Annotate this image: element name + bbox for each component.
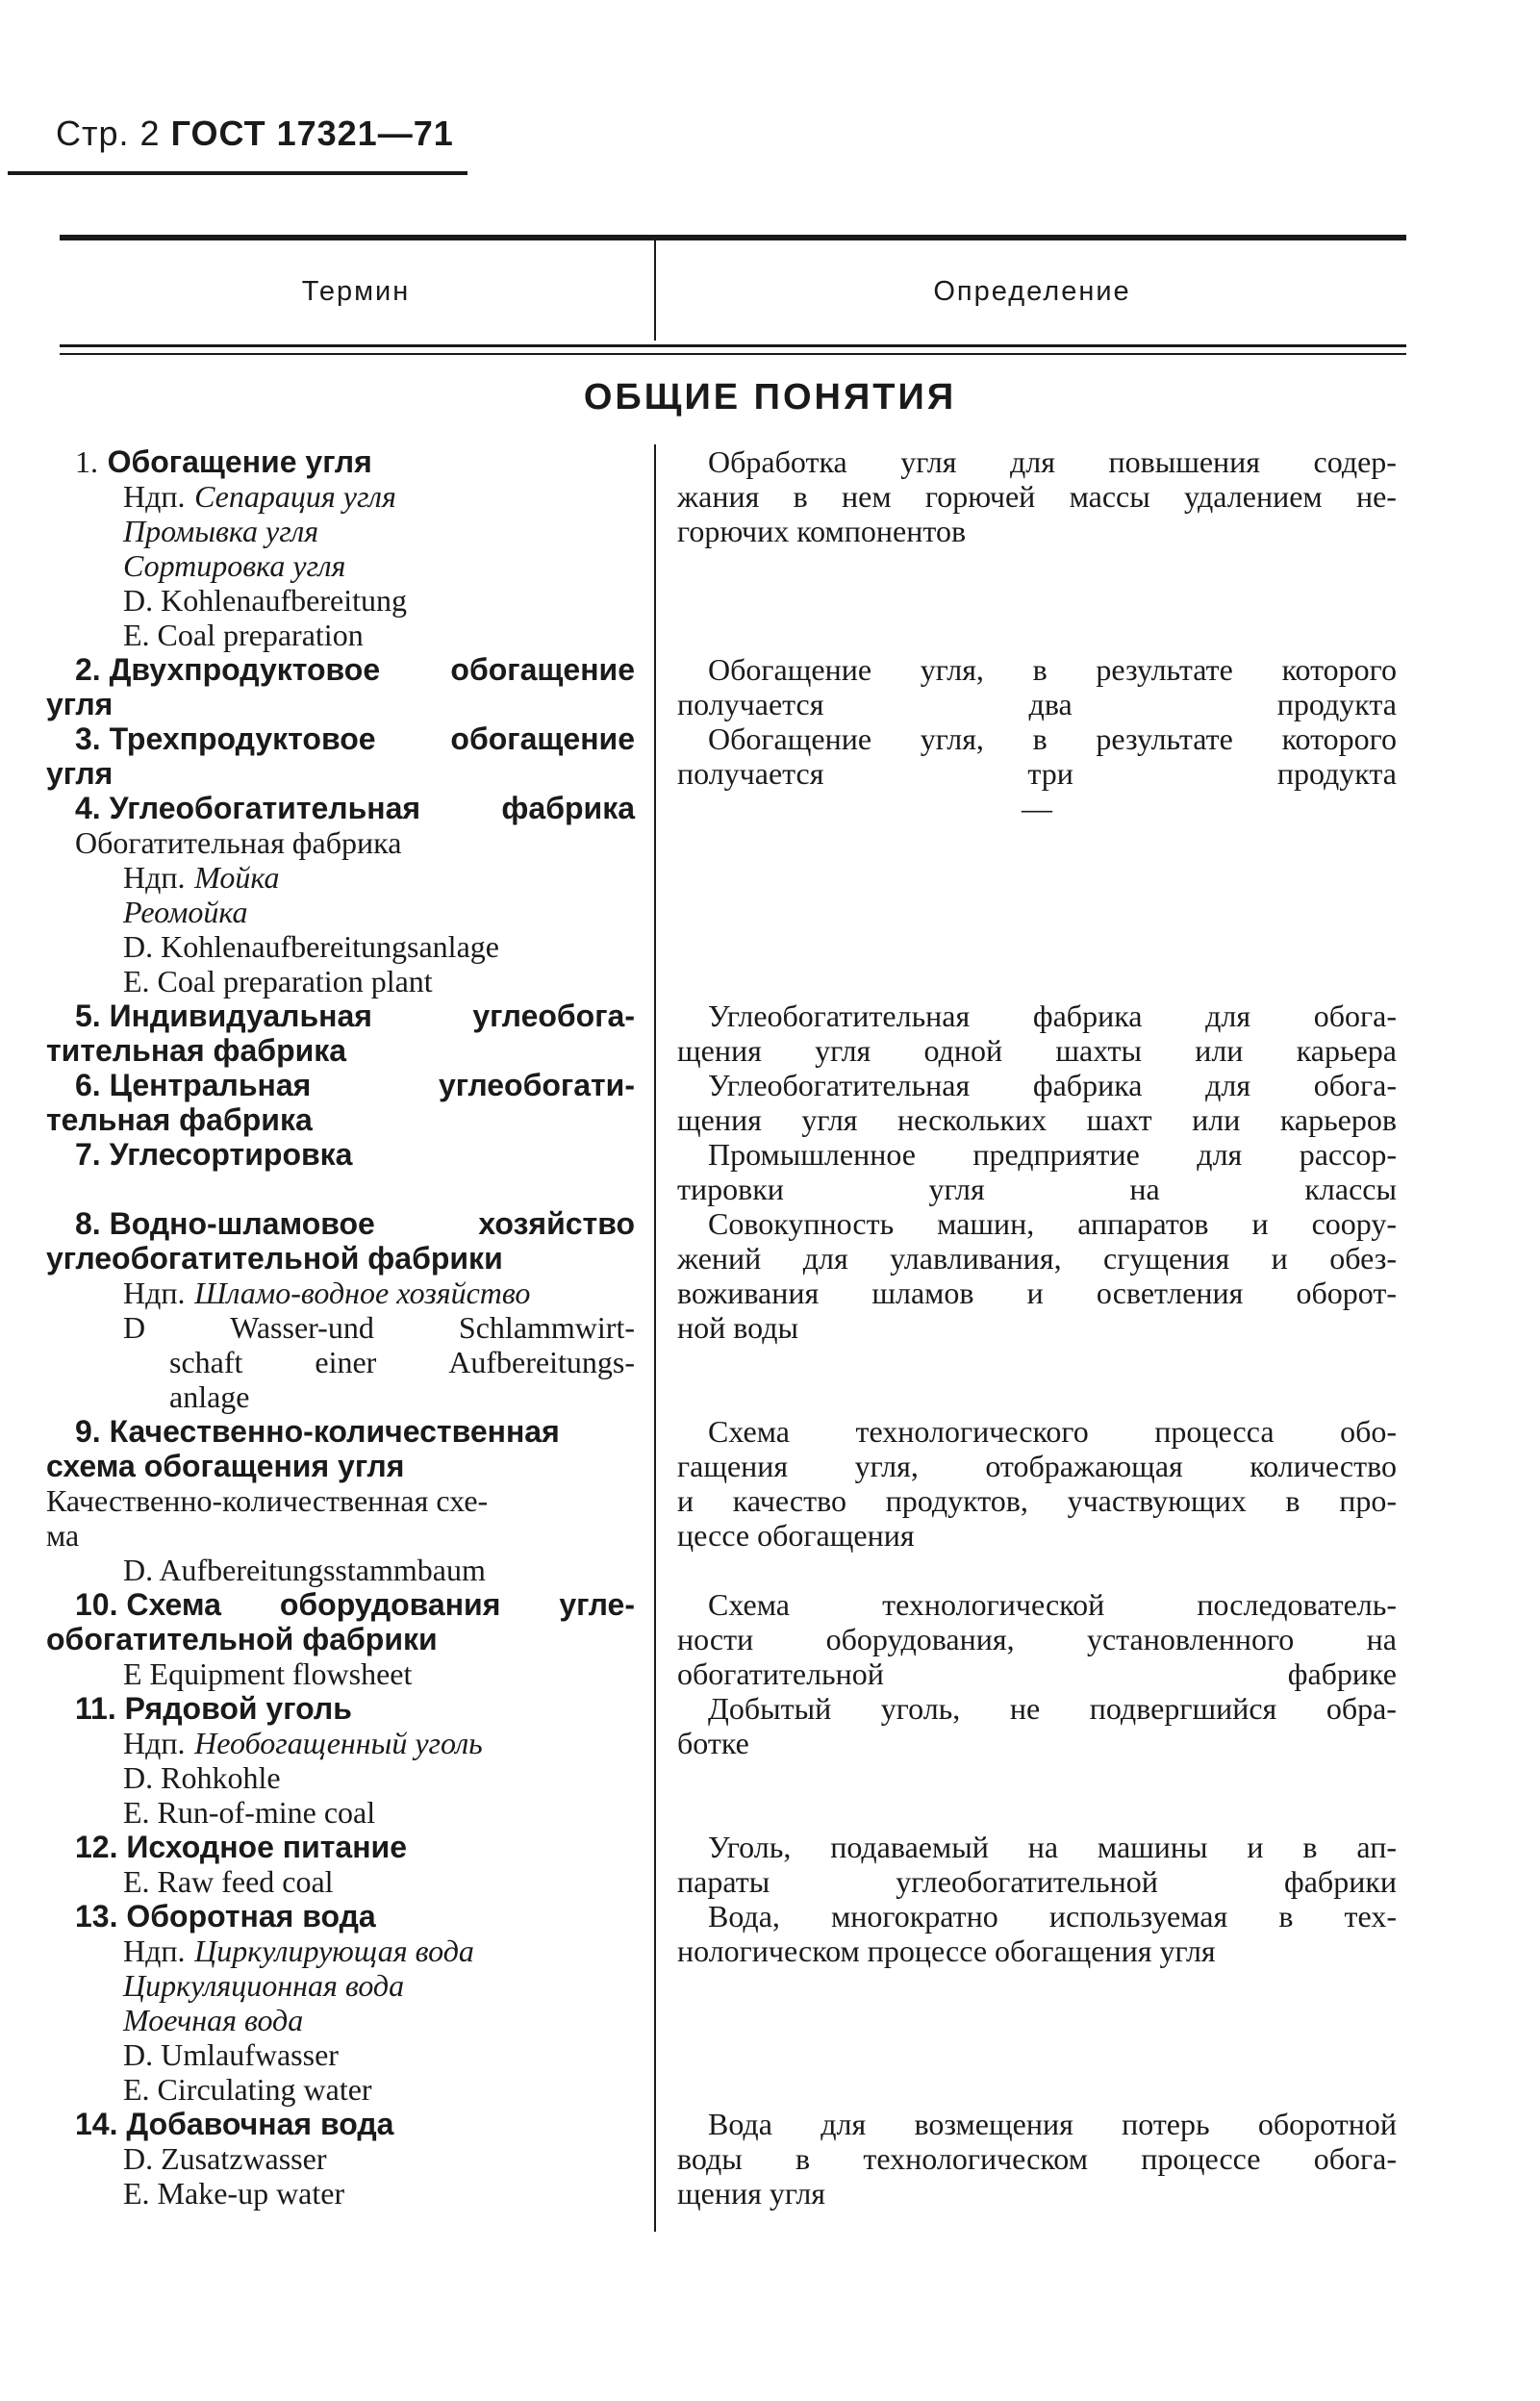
term-6-cont: тельная фабрика <box>46 1102 313 1137</box>
term-3: 3. Трехпродуктовое обогащение <box>75 721 635 756</box>
term-12-en: E. Raw feed coal <box>123 1864 334 1899</box>
term-1-ndp-2: Промывка угля <box>123 514 319 548</box>
term-13-ndp: Ндп. Циркулирующая вода <box>123 1933 474 1968</box>
definition-6: Углеобогатительная фабрика для обога- <box>708 1068 1397 1102</box>
definition-14: Вода для возмещения потерь оборотной <box>708 2107 1397 2141</box>
header-bottom-rule-2 <box>60 353 1406 355</box>
definition-8: Совокупность машин, аппаратов и соору- <box>708 1206 1397 1241</box>
term-14-en: E. Make-up water <box>123 2176 345 2211</box>
term-4-de: D. Kohlenaufbereitungsanlage <box>123 929 499 964</box>
term-4-en: E. Coal preparation plant <box>123 964 433 998</box>
definition-3: Обогащение угля, в результате которого <box>708 721 1397 756</box>
term-9-synonym-2: ма <box>46 1518 80 1553</box>
term-11-en: E. Run-of-mine coal <box>123 1795 376 1830</box>
term-2: 2. Двухпродуктовое обогащение <box>75 652 635 687</box>
term-11: 11. Рядовой уголь <box>75 1691 352 1726</box>
term-10-cont: обогатительной фабрики <box>46 1622 438 1656</box>
term-13: 13. Оборотная вода <box>75 1899 376 1933</box>
term-9-cont: схема обогащения угля <box>46 1449 405 1483</box>
term-8-de-2: schaft einer Aufbereitungs- <box>169 1345 635 1379</box>
definition-7: Промышленное предприятие для рассор- <box>708 1137 1397 1172</box>
gost-number: ГОСТ 17321—71 <box>170 114 454 153</box>
term-5: 5. Индивидуальная углеобога- <box>75 998 635 1033</box>
term-7: 7. Углесортировка <box>75 1137 353 1172</box>
term-4: 4. Углеобогатительная фабрика <box>75 791 635 825</box>
page-header <box>56 114 454 154</box>
term-10: 10. Схема оборудования угле- <box>75 1587 635 1622</box>
definition-2: Обогащение угля, в результате которого <box>708 652 1397 687</box>
page-number: Стр. 2 <box>56 114 161 153</box>
term-9-de: D. Aufbereitungsstammbaum <box>123 1553 486 1587</box>
header-bottom-rule <box>60 344 1406 347</box>
term-8-cont: углеобогатительной фабрики <box>46 1241 503 1276</box>
term-13-ndp-3: Моечная вода <box>123 2003 304 2037</box>
term-8-ndp: Ндп. Шламо-водное хозяйство <box>123 1276 531 1310</box>
term-12: 12. Исходное питание <box>75 1830 408 1864</box>
term-9: 9. Качественно-количественная <box>75 1414 560 1449</box>
section-title: ОБЩИЕ ПОНЯТИЯ <box>583 377 957 417</box>
term-11-ndp: Ндп. Необогащенный уголь <box>123 1726 483 1760</box>
column-header-term: Термин <box>301 276 411 307</box>
definition-12: Уголь, подаваемый на машины и в ап- <box>708 1830 1397 1864</box>
definition-9: Схема технологического процесса обо- <box>708 1414 1397 1449</box>
definition-10: Схема технологической последователь- <box>708 1587 1397 1622</box>
definitions-column: Обработка угля для повышения содер- жания в нем горючей массы удалением не- горючих компонентов Обогащение угля, в результате которого получается два продукта Обогащение угля, в результате которого получается три продукта — Углеобогатительная фабрика для обога- щения угля одной шахты или карьера Углеобогатительная фабрика для обога- щения угля нескольких шахт или карьеров Промышленное предприятие для рассор- тировки угля на классы Совокупность машин, аппаратов и соору- жений для улавливания, сгущения и обез- воживания шламов и осветления оборот- ной воды Схема технологического процесса обо- гащения угля, отображающая количество и качество продуктов, участвующих в про- цессе обогащения Схема технологической последователь- ности оборудования, установленного на обогатительной фабрике Добытый уголь, не подвергшийся обра- ботке Уголь, подаваемый на машины и в ап- параты углеобогатительной фабрики Вода, многократно используемая в тех- нологическом процессе обогащения угля Вода для возмещения потерь оборотной воды в технологическом процессе обога- щения угля <box>677 444 1397 2211</box>
header-underline <box>8 171 467 175</box>
term-8: 8. Водно-шламовое хозяйство <box>75 1206 635 1241</box>
term-14: 14. Добавочная вода <box>75 2107 394 2141</box>
term-6: 6. Центральная углеобогати- <box>75 1068 635 1102</box>
term-8-de-3: anlage <box>169 1379 250 1414</box>
term-4-ndp: Ндп. Мойка <box>123 860 280 895</box>
definition-11: Добытый уголь, не подвергшийся обра- <box>708 1691 1397 1726</box>
term-2-cont: угля <box>46 687 114 721</box>
terms-column <box>46 444 635 2211</box>
definition-5: Углеобогатительная фабрика для обога- <box>708 998 1397 1033</box>
term-8-de: D Wasser-und Schlammwirt- <box>123 1310 635 1345</box>
term-5-cont: тительная фабрика <box>46 1033 347 1068</box>
term-4-ndp-2: Реомойка <box>123 895 248 929</box>
definition-4-dash: — <box>1022 791 1052 825</box>
header-column-divider <box>654 240 656 341</box>
term-1-ndp-3: Сортировка угля <box>123 548 346 583</box>
definition-13: Вода, многократно используемая в тех- <box>708 1899 1397 1933</box>
body-column-divider <box>654 444 656 2232</box>
term-13-de: D. Umlaufwasser <box>123 2037 339 2072</box>
term-11-de: D. Rohkohle <box>123 1760 281 1795</box>
term-1: 1. Обогащение угля <box>75 444 372 479</box>
term-1-de: D. Kohlenaufbereitung <box>123 583 408 618</box>
term-14-de: D. Zusatzwasser <box>123 2141 327 2176</box>
term-1-en: E. Coal preparation <box>123 618 364 652</box>
term-13-ndp-2: Циркуляционная вода <box>123 1968 405 2003</box>
term-1-ndp: Ндп. Сепарация угля <box>123 479 396 514</box>
term-13-en: E. Circulating water <box>123 2072 372 2107</box>
term-3-cont: угля <box>46 756 114 791</box>
term-9-synonym: Качественно-количественная схе- <box>46 1483 489 1518</box>
definition-1: Обработка угля для повышения содер- <box>708 444 1397 479</box>
table-top-rule <box>60 235 1406 240</box>
term-10-en: E Equipment flowsheet <box>123 1656 413 1691</box>
term-4-synonym: Обогатительная фабрика <box>75 825 402 860</box>
column-header-definition: Определение <box>933 276 1131 307</box>
